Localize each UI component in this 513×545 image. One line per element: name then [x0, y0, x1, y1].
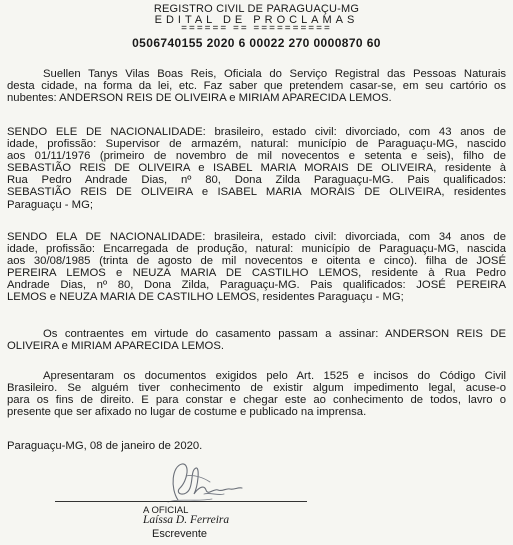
text-line: Rua Pedro Andrade Dias, nº 80, Dona Zilda Paraguaçu-MG. Pais qualificados: [7, 174, 506, 187]
signature-prefix: A OFICIAL [143, 505, 189, 516]
notice-title: EDITAL DE PROCLAMAS [154, 14, 359, 26]
text-line: Apresentaram os documentos exigidos pelo Art. 1525 e incisos do Código Civil [43, 370, 506, 382]
text-line: idade, profissão: Encarregada de produção, natural: município de Paraguaçu-MG, nascida [7, 243, 506, 256]
registry-name: REGISTRO CIVIL DE PARAGUAÇU-MG [153, 3, 360, 15]
text-line: SENDO ELE DE NACIONALIDADE: brasileiro, estado civil: divorciado, com 43 anos de [7, 126, 506, 138]
signatory-role: Escrevente [152, 528, 208, 540]
text-line: idade, profissão: Supervisor de armazém, natural: município de Paraguaçu-MG, nascido [7, 138, 506, 151]
signing-paragraph [7, 328, 506, 352]
text-line: OLIVEIRA e MIRIAM APARECIDA LEMOS. [7, 340, 225, 353]
title-underline: ====== == ========== [181, 23, 332, 34]
text-line: SEBASTIÃO REIS DE OLIVEIRA e ISABEL MARIA MORAIS DE OLIVEIRA, residente à [7, 162, 506, 175]
text-line: para os fins de direito. E para constar e chegar este ao conhecimento de todos, lavro o [7, 394, 506, 407]
registration-number: 0506740155 2020 6 00022 270 0000870 60 [132, 36, 381, 50]
intro-paragraph [7, 68, 506, 104]
text-line: PEREIRA LEMOS e NEUZA MARIA DE CASTILHO LEMOS, residente à Rua Pedro [7, 267, 506, 280]
text-line: Os contraentes em virtude do casamento passam a assinar: ANDERSON REIS DE [43, 328, 506, 340]
text-line: desta cidade, na forma da lei, etc. Faz saber que pretendem casar-se, em seu cartório os [7, 80, 506, 93]
groom-paragraph [7, 126, 506, 211]
signatory-name: Laíssa D. Ferreira [143, 514, 230, 526]
text-line: aos 30/08/1985 (trinta de agosto de mil novecentos e oitenta e cinco). filha de JOSÉ [7, 255, 506, 268]
documents-paragraph [7, 370, 506, 418]
text-line: Suellen Tanys Vilas Boas Reis, Oficiala do Serviço Registral das Pessoas Naturais [43, 68, 506, 80]
date-line: Paraguaçu-MG, 08 de janeiro de 2020. [7, 440, 203, 452]
text-line: SEBASTIÃO REIS DE OLIVEIRA e ISABEL MARIA MORAIS DE OLIVEIRA, residentes [7, 186, 506, 199]
text-line: Paraguaçu - MG; [7, 198, 94, 211]
text-line: aos 01/11/1976 (primeiro de novembro de mil novecentos e setenta e seis), filho de [7, 150, 506, 163]
bride-paragraph [7, 231, 506, 304]
text-line: nubentes: ANDERSON REIS DE OLIVEIRA e MIRIAM APARECIDA LEMOS. [7, 92, 392, 105]
text-line: LEMOS e NEUZA MARIA DE CASTILHO LEMOS, residentes Paraguaçu - MG; [7, 291, 404, 304]
text-line: Andrade Dias, nº 80, Dona Zilda, Paraguaçu-MG. Pais qualificados: JOSÉ PEREIRA [7, 279, 506, 292]
text-line: SENDO ELA DE NACIONALIDADE: brasileira, estado civil: divorciada, com 34 anos de [7, 231, 506, 243]
text-line: Brasileiro. Se alguém tiver conhecimento de existir algum impedimento legal, acuse-o [7, 382, 506, 395]
text-line: presente que ser afixado no lugar de costume e publicado na imprensa. [7, 406, 367, 419]
signature-line [55, 501, 307, 502]
